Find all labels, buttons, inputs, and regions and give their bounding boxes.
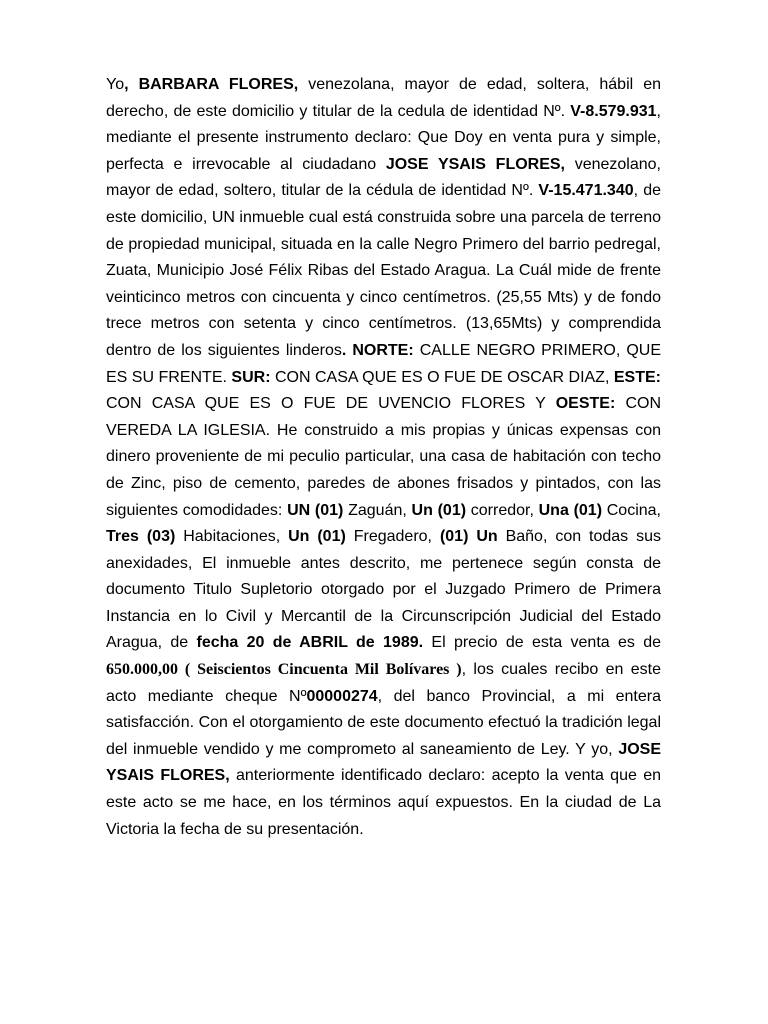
bold-text-segment: . NORTE:	[341, 341, 414, 359]
bold-text-segment: V-15.471.340	[538, 182, 634, 200]
bold-text-segment: Un (01)	[288, 528, 346, 546]
text-segment: CALLE NEGRO PRIMERO, QUE ES SU FRENTE.	[106, 341, 662, 386]
bold-text-segment: , BARBARA FLORES,	[124, 76, 299, 93]
bold-text-segment: ESTE:	[613, 368, 661, 386]
text-segment: CON VEREDA LA IGLESIA. He construido a mis propias y únicas expensas con dinero proveniente de mi peculio particular, una casa de habitación con techo de Zinc, piso de cemento, paredes de abones frisados y pintados, con las siguientes comodidades:	[106, 395, 662, 519]
sale-declaration-paragraph	[106, 72, 661, 843]
text-segment: Fregadero,	[345, 528, 440, 546]
text-segment: CON CASA QUE ES O FUE DE UVENCIO FLORES Y	[106, 395, 556, 413]
bold-text-segment: JOSE YSAIS FLORES,	[106, 740, 661, 785]
text-segment: Zaguán,	[343, 501, 412, 519]
bold-text-segment: SUR:	[231, 368, 271, 386]
bold-text-segment: fecha 20 de ABRIL de 1989.	[196, 634, 424, 652]
bold-text-segment: Tres (03)	[106, 528, 176, 546]
text-segment: , mediante el presente instrumento declaro: Que Doy en venta pura y simple, perfecta e irrevocable al ciudadano	[106, 102, 661, 173]
bold-text-segment: UN (01)	[287, 501, 344, 519]
text-segment: Habitaciones,	[175, 528, 289, 546]
text-segment: Cocina,	[602, 501, 661, 519]
text-segment: Baño, con todas sus anexidades, El inmueble antes descrito, me pertenece según consta de documento Titulo Supletorio otorgado por el Juzgado Primero de Primera Instancia en lo Civil y Mercantil de la Circunscripción Judicial del Estado Aragua, de	[106, 528, 662, 652]
bold-text-segment: 650.000,00 ( Seiscientos Cincuenta Mil Bolívares )	[106, 661, 462, 679]
text-segment: , de este domicilio, UN inmueble cual está construida sobre una parcela de terreno de propiedad municipal, situada en la calle Negro Primero del barrio pedregal, Zuata, Municipio José Félix Ribas del Estado Aragua. La Cuál mide de frente veinticinco metros con cincuenta y cinco centímetros. (25,55 Mts) y de fondo trece metros con setenta y cinco centímetros. (13,65Mts) y comprendida dentro de los siguientes linderos	[106, 182, 662, 359]
bold-text-segment: V-8.579.931	[570, 102, 657, 120]
bold-text-segment: OESTE:	[555, 395, 616, 413]
bold-text-segment: 00000274	[306, 687, 378, 705]
text-segment: , del banco Provincial, a mi entera satisfacción. Con el otorgamiento de este documento efectuó la tradición legal del inmueble vendido y me comprometo al saneamiento de Ley. Y yo,	[106, 687, 662, 758]
text-segment: , los cuales recibo en este acto mediante cheque Nº	[106, 661, 661, 705]
text-segment: El precio de esta venta es de	[423, 634, 662, 652]
bold-text-segment: (01) Un	[439, 528, 498, 546]
bold-text-segment: Un (01)	[411, 501, 467, 519]
text-segment: venezolano, mayor de edad, soltero, titular de la cédula de identidad Nº.	[106, 155, 661, 200]
bold-text-segment: Una (01)	[538, 501, 603, 519]
text-segment: CON CASA QUE ES O FUE DE OSCAR DIAZ,	[270, 368, 614, 386]
text-segment: Yo	[106, 76, 125, 93]
text-segment: corredor,	[466, 501, 539, 519]
bold-text-segment: JOSE YSAIS FLORES,	[385, 155, 565, 173]
text-segment: venezolana, mayor de edad, soltera, hábil en derecho, de este domicilio y titular de la cedula de identidad Nº.	[106, 76, 661, 120]
text-segment: anteriormente identificado declaro: acepto la venta que en este acto se me hace, en los términos aquí expuestos. En la ciudad de La Victoria la fecha de su presentación.	[106, 767, 662, 838]
